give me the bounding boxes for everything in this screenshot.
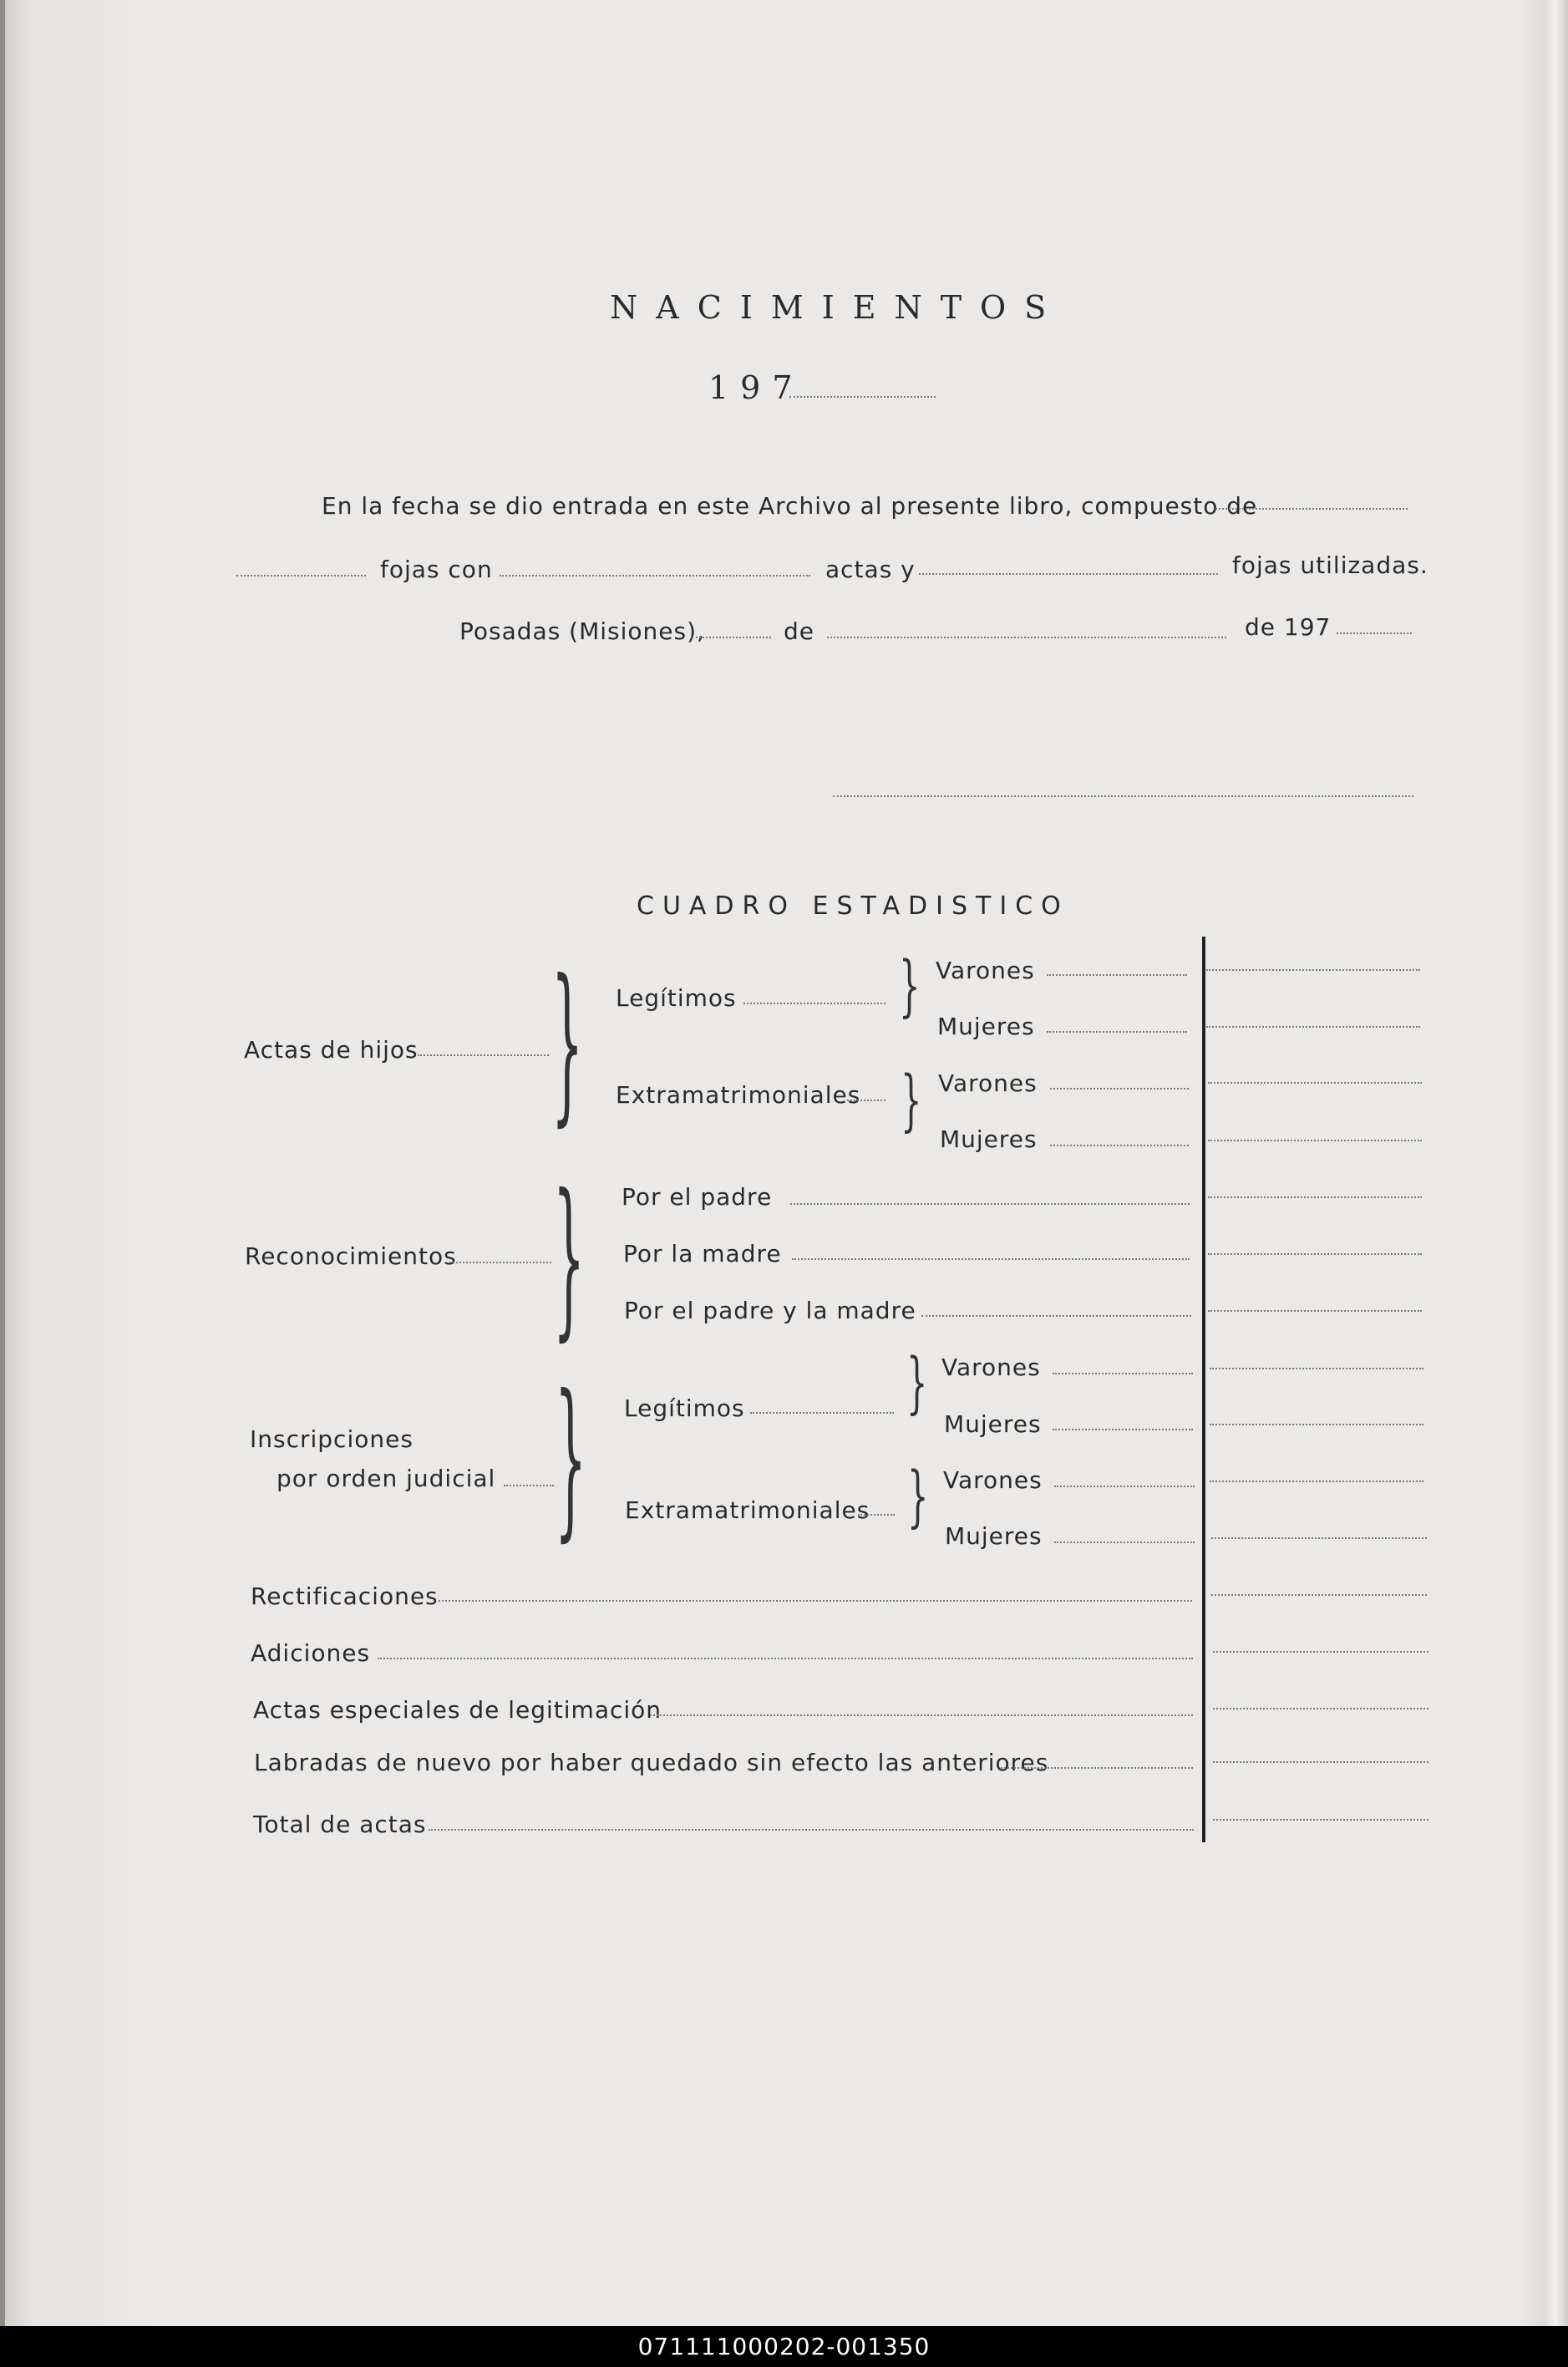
- signature-line: [833, 795, 1413, 797]
- legitimos-label: Legítimos: [616, 984, 737, 1012]
- insc-extra-mujeres-leader: [1054, 1542, 1195, 1543]
- total-label: Total de actas: [253, 1811, 427, 1838]
- insc-extra-varones-leader: [1054, 1486, 1195, 1487]
- value-line-6: [1208, 1253, 1422, 1255]
- rectificaciones-label: Rectificaciones: [251, 1582, 439, 1610]
- por-la-madre-label: Por la madre: [623, 1240, 782, 1267]
- inscripciones-label: Inscripciones: [250, 1425, 414, 1453]
- fill-line-utilizadas: [919, 573, 1218, 575]
- por-el-padre-leader: [790, 1203, 1190, 1205]
- extra-mujeres-label: Mujeres: [940, 1125, 1038, 1153]
- insc-legitimos-varones-leader: [1053, 1373, 1193, 1374]
- fojas-con-label: fojas con: [380, 556, 493, 583]
- value-line-14: [1213, 1708, 1428, 1709]
- insc-legitimos-mujeres-label: Mujeres: [944, 1410, 1042, 1438]
- por-la-madre-leader: [792, 1258, 1190, 1260]
- legitimos-leader: [743, 1003, 885, 1004]
- insc-extramatrimoniales-leader: [858, 1514, 895, 1516]
- value-line-11: [1211, 1537, 1427, 1539]
- insc-legitimos-label: Legítimos: [624, 1394, 745, 1422]
- value-line-16: [1213, 1819, 1428, 1821]
- year-fill-line: [789, 396, 936, 398]
- document-code: 071111000202-001350: [637, 2333, 931, 2360]
- brace-reconocimientos: }: [553, 1160, 586, 1359]
- page-edge: [0, 0, 5, 2326]
- total-leader: [429, 1829, 1194, 1831]
- value-line-4: [1208, 1140, 1422, 1141]
- intro-line-1: En la fecha se dio entrada en este Archivo al presente libro, compuesto de: [322, 492, 1258, 520]
- por-el-padre-label: Por el padre: [622, 1183, 773, 1211]
- value-line-2: [1206, 1026, 1420, 1028]
- fill-line-day: [692, 637, 771, 638]
- extra-varones-label: Varones: [938, 1069, 1038, 1097]
- value-line-13: [1213, 1651, 1428, 1653]
- footer-bar: [0, 2326, 1568, 2367]
- actas-especiales-label: Actas especiales de legitimación: [253, 1696, 662, 1724]
- place-label: Posadas (Misiones),: [459, 617, 705, 645]
- fill-line-compuesto: [1215, 508, 1408, 510]
- value-line-10: [1210, 1481, 1423, 1482]
- value-line-9: [1210, 1424, 1423, 1425]
- por-orden-judicial-label: por orden judicial: [277, 1465, 496, 1492]
- de-year-label: de 197: [1245, 613, 1332, 641]
- actas-de-hijos-label: Actas de hijos: [244, 1036, 419, 1064]
- por-ambos-leader: [921, 1315, 1191, 1317]
- fill-line-fojas: [236, 575, 366, 577]
- insc-extra-varones-label: Varones: [943, 1466, 1043, 1494]
- labradas-leader: [1001, 1767, 1193, 1769]
- inscripciones-leader: [504, 1485, 554, 1486]
- legitimos-varones-leader: [1047, 974, 1187, 976]
- fill-line-year: [1337, 632, 1412, 634]
- insc-legitimos-varones-label: Varones: [941, 1354, 1041, 1381]
- brace-insc-legitimos: }: [906, 1345, 928, 1422]
- por-ambos-label: Por el padre y la madre: [624, 1297, 916, 1324]
- brace-inscripciones: }: [555, 1360, 587, 1559]
- value-line-5: [1208, 1196, 1422, 1198]
- legitimos-varones-label: Varones: [936, 957, 1035, 984]
- fill-line-actas: [500, 575, 810, 577]
- insc-extra-mujeres-label: Mujeres: [945, 1522, 1043, 1550]
- page-title: NACIMIENTOS: [610, 289, 1065, 326]
- legitimos-mujeres-leader: [1047, 1031, 1187, 1033]
- de-label: de: [784, 617, 814, 645]
- actas-de-hijos-leader: [418, 1054, 549, 1056]
- extramatrimoniales-leader: [847, 1100, 885, 1101]
- insc-legitimos-mujeres-leader: [1053, 1429, 1193, 1430]
- actas-y-label: actas y: [825, 556, 916, 583]
- extra-varones-leader: [1050, 1088, 1189, 1090]
- brace-insc-extramatrimoniales: }: [907, 1459, 929, 1536]
- fojas-utilizadas-label: fojas utilizadas.: [1232, 551, 1428, 579]
- brace-extramatrimoniales: }: [901, 1063, 922, 1140]
- column-divider: [1202, 937, 1205, 1842]
- actas-especiales-leader: [650, 1714, 1193, 1716]
- value-line-8: [1210, 1368, 1423, 1369]
- value-line-15: [1213, 1761, 1428, 1763]
- value-line-7: [1208, 1310, 1422, 1312]
- labradas-label: Labradas de nuevo por haber quedado sin efecto las anteriores: [254, 1749, 1049, 1776]
- value-line-12: [1211, 1594, 1427, 1596]
- value-line-1: [1206, 969, 1420, 971]
- brace-legitimos: }: [899, 948, 921, 1025]
- insc-extramatrimoniales-label: Extramatrimoniales: [625, 1496, 870, 1524]
- legitimos-mujeres-label: Mujeres: [937, 1013, 1035, 1040]
- rectificaciones-leader: [439, 1600, 1192, 1602]
- brace-actas-de-hijos: }: [551, 945, 584, 1144]
- fill-line-month: [827, 637, 1226, 638]
- reconocimientos-label: Reconocimientos: [245, 1242, 457, 1270]
- year-label: 197: [708, 369, 804, 406]
- stats-title: CUADRO ESTADISTICO: [637, 891, 1069, 921]
- extra-mujeres-leader: [1050, 1145, 1189, 1146]
- value-line-3: [1208, 1082, 1422, 1084]
- reconocimientos-leader: [449, 1262, 551, 1263]
- adiciones-leader: [378, 1658, 1193, 1659]
- adiciones-label: Adiciones: [251, 1639, 371, 1667]
- extramatrimoniales-label: Extramatrimoniales: [616, 1081, 861, 1109]
- insc-legitimos-leader: [750, 1412, 894, 1414]
